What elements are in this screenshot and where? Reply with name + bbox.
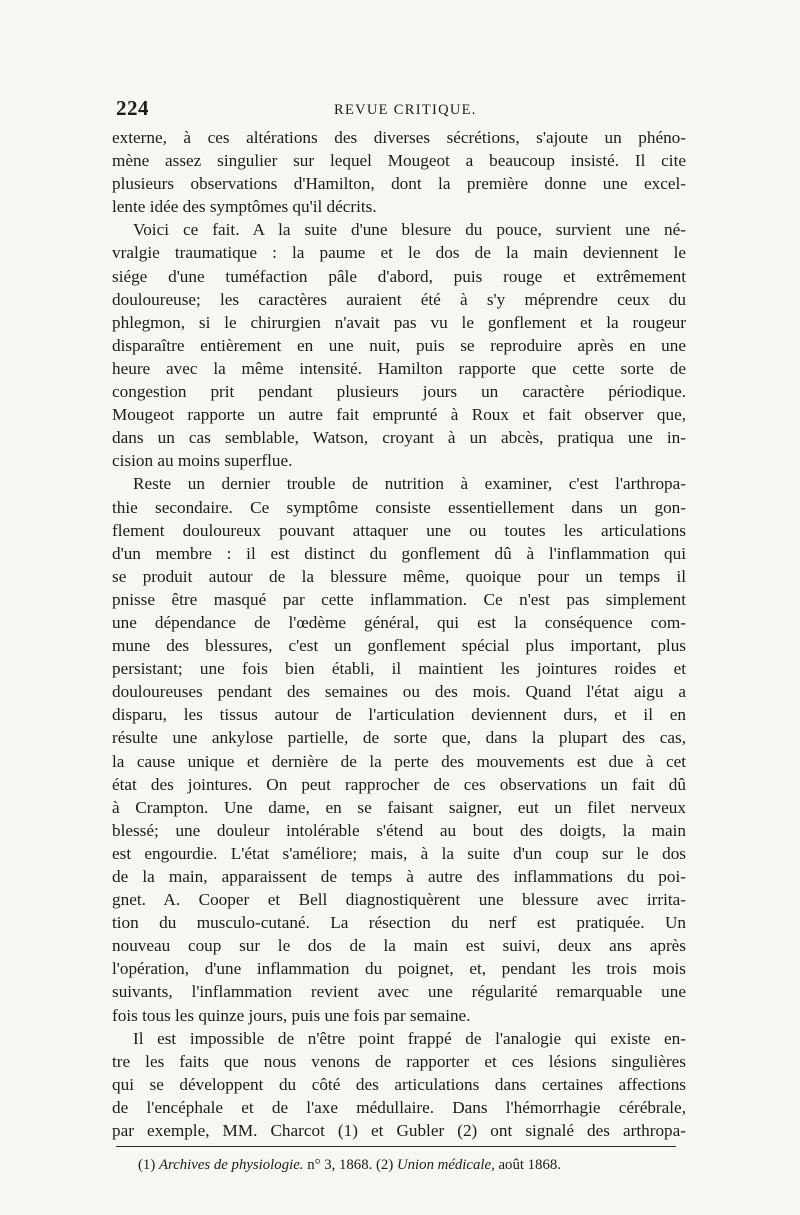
text-line: disparaître entièrement en une nuit, puis se reproduire après en une (112, 335, 686, 355)
text-line: de l'encéphale et de l'axe médullaire. Dans l'hémorrhagie cérébrale, (112, 1097, 686, 1117)
footnote-marker-2: (2) (376, 1157, 394, 1174)
footnote-journal-1: Archives de physiologie. (158, 1157, 304, 1174)
text-line: se produit autour de la blessure même, quoique pour un temps il (112, 566, 686, 586)
text-line: thie secondaire. Ce symptôme consiste essentiellement dans un gon- (112, 497, 686, 517)
text-line: par exemple, MM. Charcot (1) et Gubler (2) ont signalé des arthropa- (112, 1121, 686, 1141)
page (112, 88, 686, 1174)
footnote-marker-1: (1) (138, 1157, 156, 1174)
text-line: siége d'une tuméfaction pâle d'abord, puis rouge et extrêmement (112, 266, 686, 286)
text-line: Reste un dernier trouble de nutrition à examiner, c'est l'arthropa- (133, 474, 686, 494)
footnote (138, 1157, 686, 1174)
body-text (112, 126, 686, 1142)
text-line: mune des blessures, c'est un gonflement spécial plus important, plus (112, 636, 686, 656)
text-line: flement douloureux pouvant attaquer une ou toutes les articulations (112, 520, 686, 540)
text-line: congestion prit pendant plusieurs jours un caractère périodique. (112, 382, 686, 402)
page-number: 224 (116, 96, 149, 120)
text-line: état des jointures. On peut rapprocher de ces observations un fait dû (112, 774, 686, 794)
text-line: de la main, apparaissent de temps à autre des inflammations du poi- (112, 867, 686, 886)
text-line: blessé; une douleur intolérable s'étend au bout des doigts, la main (112, 820, 686, 840)
text-line: nouveau coup sur le dos de la main est suivi, deux ans après (112, 936, 686, 956)
text-line: la cause unique et dernière de la perte des mouvements est due à cet (112, 751, 686, 771)
text-line: pnisse être masqué par cette inflammation. Ce n'est pas simplement (112, 589, 686, 609)
text-line: résulte une ankylose partielle, de sorte que, dans la plupart des cas, (112, 728, 686, 748)
footnote-ref-2: août 1868. (498, 1157, 561, 1174)
footnote-divider (116, 1146, 676, 1147)
text-line: Voici ce fait. A la suite d'une blesure du pouce, survient une né- (133, 220, 686, 240)
text-line: persistant; une fois bien établi, il maintient les jointures roides et (112, 659, 686, 679)
text-line: une dépendance de l'œdème général, qui est la conséquence com- (112, 612, 686, 632)
footnote-journal-2: Union médicale, (396, 1157, 495, 1174)
text-line: Mougeot rapporte un autre fait emprunté à Roux et fait observer que, (112, 405, 686, 425)
text-line: d'un membre : il est distinct du gonflement dû à l'inflammation qui (112, 543, 686, 563)
text-line: fois tous les quinze jours, puis une fois par semaine. (112, 1005, 471, 1025)
text-line: l'opération, d'une inflammation du poignet, et, pendant les trois mois (112, 959, 686, 979)
text-line: dans un cas semblable, Watson, croyant à un abcès, pratiqua une in- (112, 428, 686, 448)
text-line: douloureuse; les caractères auraient été à s'y méprendre ceux du (112, 289, 686, 309)
text-line: qui se développent du côté des articulations dans certaines affections (112, 1074, 686, 1094)
text-line: mène assez singulier sur lequel Mougeot a beaucoup insisté. Il cite (112, 151, 686, 171)
text-line: tre les faits que nous venons de rapporter et ces lésions singulières (112, 1051, 686, 1071)
text-line: vralgie traumatique : la paume et le dos de la main deviennent le (112, 243, 686, 263)
text-line: plusieurs observations d'Hamilton, dont la première donne une excel- (112, 174, 686, 194)
text-line: phlegmon, si le chirurgien n'avait pas vu le gonflement et la rougeur (112, 312, 686, 332)
text-line: Il est impossible de n'être point frappé de l'analogie qui existe en- (133, 1028, 686, 1048)
text-line: suivants, l'inflammation revient avec une régularité remarquable une (112, 982, 686, 1002)
text-line: disparu, les tissus autour de l'articulation deviennent durs, et il en (112, 705, 686, 725)
text-line: est engourdie. L'état s'améliore; mais, à la suite d'un coup sur le dos (112, 843, 686, 863)
page-header (112, 88, 686, 118)
text-line: gnet. A. Cooper et Bell diagnostiquèrent une blessure avec irrita- (112, 890, 686, 910)
text-line: douloureuses pendant des semaines ou des mois. Quand l'état aigu a (112, 682, 686, 702)
text-line: externe, à ces altérations des diverses sécrétions, s'ajoute un phéno- (112, 128, 686, 147)
text-line: tion du musculo-cutané. La résection du nerf est pratiquée. Un (112, 913, 686, 933)
text-line: à Crampton. Une dame, en se faisant saigner, eut un filet nerveux (112, 797, 686, 817)
text-line: cision au moins superflue. (112, 451, 293, 471)
running-head: REVUE CRITIQUE. (334, 102, 477, 118)
footnote-ref-1: n° 3, 1868. (307, 1157, 373, 1174)
text-line: lente idée des symptômes qu'il décrits. (112, 197, 377, 217)
text-line: heure avec la même intensité. Hamilton rapporte que cette sorte de (112, 358, 686, 378)
